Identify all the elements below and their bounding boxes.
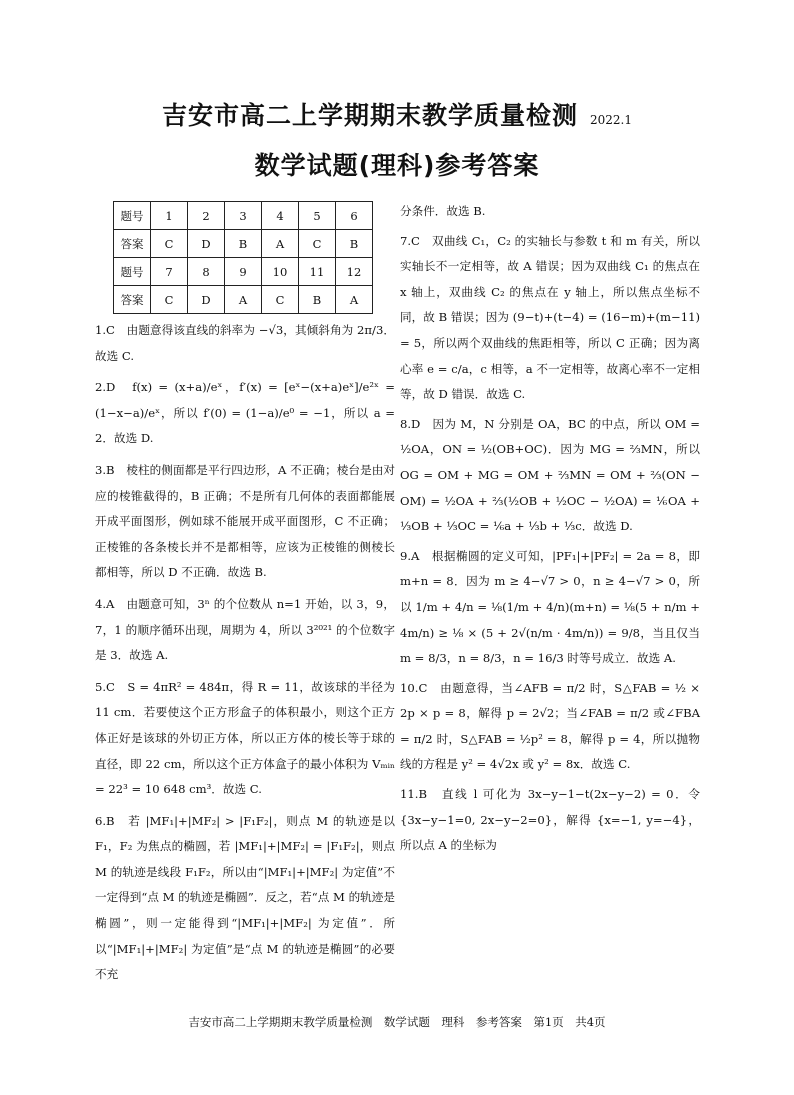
- right-column: [400, 199, 700, 863]
- answer-explanation-2: 2.D f(x) = (x+a)/eˣ，f′(x) = [eˣ−(x+a)eˣ]/e²ˣ = (1−x−a)/eˣ，所以 f′(0) = (1−a)/e⁰ = −1，所以 a = 2．故选 D.: [95, 380, 395, 446]
- table-cell: 6: [336, 202, 373, 230]
- answer-explanation-6-cont: 分条件．故选 B.: [400, 204, 486, 218]
- table-cell: B: [225, 230, 262, 258]
- table-cell: 2: [188, 202, 225, 230]
- answer-explanation-3: 3.B 棱柱的侧面都是平行四边形，A 不正确；棱台是由对应的棱锥截得的，B 正确；不是所有几何体的表面都能展开成平面图形，例如球不能展开成平面图形，C 不正确；正棱锥的各条棱长并不是都相等，应该为正棱锥的侧棱长都相等，所以 D 不正确．故选 B.: [95, 462, 395, 580]
- table-cell: 1: [151, 202, 188, 230]
- exam-date: 2022.1: [590, 113, 632, 127]
- answer-explanation-5: 5.C S = 4πR² = 484π，得 R = 11，故该球的半径为 11 cm．若要使这个正方形盒子的体积最小，则这个正方体正好是该球的外切正方体，所以正方体的棱长等于球的直径，即 22 cm，所以这个正方体盒子的最小体积为 Vₘᵢₙ = 22³ = 10 648 cm³．故选 C.: [95, 679, 395, 797]
- table-cell: 答案: [114, 230, 151, 258]
- table-cell: 5: [299, 202, 336, 230]
- table-cell: A: [225, 286, 262, 314]
- table-cell: 8: [188, 258, 225, 286]
- table-cell: 4: [262, 202, 299, 230]
- left-column: [95, 318, 395, 994]
- table-cell: 3: [225, 202, 262, 230]
- table-cell: D: [188, 230, 225, 258]
- table-cell: C: [151, 230, 188, 258]
- answer-explanation-4: 4.A 由题意可知，3ⁿ 的个位数从 n=1 开始，以 3，9，7，1 的顺序循环出现，周期为 4，所以 3²⁰²¹ 的个位数字是 3．故选 A.: [95, 596, 395, 663]
- answer-explanation-1: 1.C 由题意得该直线的斜率为 −√3，其倾斜角为 2π/3．故选 C.: [95, 323, 395, 363]
- answer-explanation-10: 10.C 由题意得，当∠AFB = π/2 时，S△FAB = ½ × 2p × p = 8，解得 p = 2√2；当∠FAB = π/2 或∠FBA = π/2 时，S△FAB = ½p² = 8，解得 p = 4，所以抛物线的方程是 y² = 4√2x 或 y² = 8x．故选 C.: [400, 680, 700, 772]
- table-cell: 7: [151, 258, 188, 286]
- table-row: [114, 230, 373, 258]
- page-footer: 吉安市高二上学期期末教学质量检测 数学试题 理科 参考答案 第1页 共4页: [188, 1015, 606, 1029]
- answer-explanation-6: 6.B 若 |MF₁|+|MF₂| > |F₁F₂|，则点 M 的轨迹是以 F₁，F₂ 为焦点的椭圆，若 |MF₁|+|MF₂| = |F₁F₂|，则点 M 的轨迹是线段 F₁F₂，所以由“|MF₁|+|MF₂| 为定值”不一定得到“点 M 的轨迹是椭圆”．反之，若“点 M 的轨迹是椭圆”，则一定能得到“|MF₁|+|MF₂| 为定值”．所以“|MF₁|+|MF₂| 为定值”是“点 M 的轨迹是椭圆”的必要不充: [95, 813, 395, 982]
- answer-explanation-7: 7.C 双曲线 C₁，C₂ 的实轴长与参数 t 和 m 有关，所以实轴长不一定相等，故 A 错误；因为双曲线 C₁ 的焦点在 x 轴上，双曲线 C₂ 的焦点在 y 轴上，所以焦点坐标不同，故 B 错误；因为 (9−t)+(t−4) = (16−m)+(m−11) = 5，所以两个双曲线的焦距相等，所以 C 正确；因为离心率 e = c/a，c 相等，a 不一定相等，故离心率不一定相等，故 D 错误．故选 C.: [400, 233, 700, 402]
- table-row: [114, 202, 373, 230]
- table-row: [114, 258, 373, 286]
- answer-explanation-8: 8.D 因为 M，N 分别是 OA，BC 的中点，所以 OM = ½OA，ON = ½(OB+OC)．因为 MG = ⅔MN，所以 OG = OM + MG = OM + ⅔MN = OM + ⅔(ON − OM) = ½OA + ⅔(½OB + ½OC − ½OA) = ⅙OA + ⅓OB + ⅓OC = ⅙a + ⅓b + ⅓c．故选 D.: [400, 416, 700, 534]
- table-cell: 11: [299, 258, 336, 286]
- table-cell: 10: [262, 258, 299, 286]
- table-cell: C: [262, 286, 299, 314]
- table-cell: D: [188, 286, 225, 314]
- table-cell: C: [299, 230, 336, 258]
- page-subtitle: 数学试题(理科)参考答案: [254, 151, 540, 180]
- table-cell: C: [151, 286, 188, 314]
- table-cell: 题号: [114, 202, 151, 230]
- table-cell: 题号: [114, 258, 151, 286]
- table-cell: A: [262, 230, 299, 258]
- page-title: 吉安市高二上学期期末教学质量检测 2022.1: [161, 101, 632, 130]
- table-cell: B: [336, 230, 373, 258]
- table-cell: 12: [336, 258, 373, 286]
- table-row: [114, 286, 373, 314]
- table-cell: 答案: [114, 286, 151, 314]
- table-cell: B: [299, 286, 336, 314]
- answer-explanation-9: 9.A 根据椭圆的定义可知，|PF₁|+|PF₂| = 2a = 8，即 m+n = 8．因为 m ≥ 4−√7 > 0，n ≥ 4−√7 > 0，所以 1/m + 4/n = ⅛(1/m + 4/n)(m+n) = ⅛(5 + n/m + 4m/n) ≥ ⅛ × (5 + 2√(n/m · 4m/n)) = 9/8，当且仅当 m = 8/3，n = 8/3，n = 16/3 时等号成立．故选 A.: [400, 548, 700, 666]
- answer-table: [113, 201, 373, 314]
- table-cell: 9: [225, 258, 262, 286]
- answer-explanation-11: 11.B 直线 l 可化为 3x−y−1−t(2x−y−2) = 0．令 {3x−y−1=0, 2x−y−2=0}，解得 {x=−1, y=−4}，所以点 A 的坐标为: [400, 787, 700, 853]
- table-cell: A: [336, 286, 373, 314]
